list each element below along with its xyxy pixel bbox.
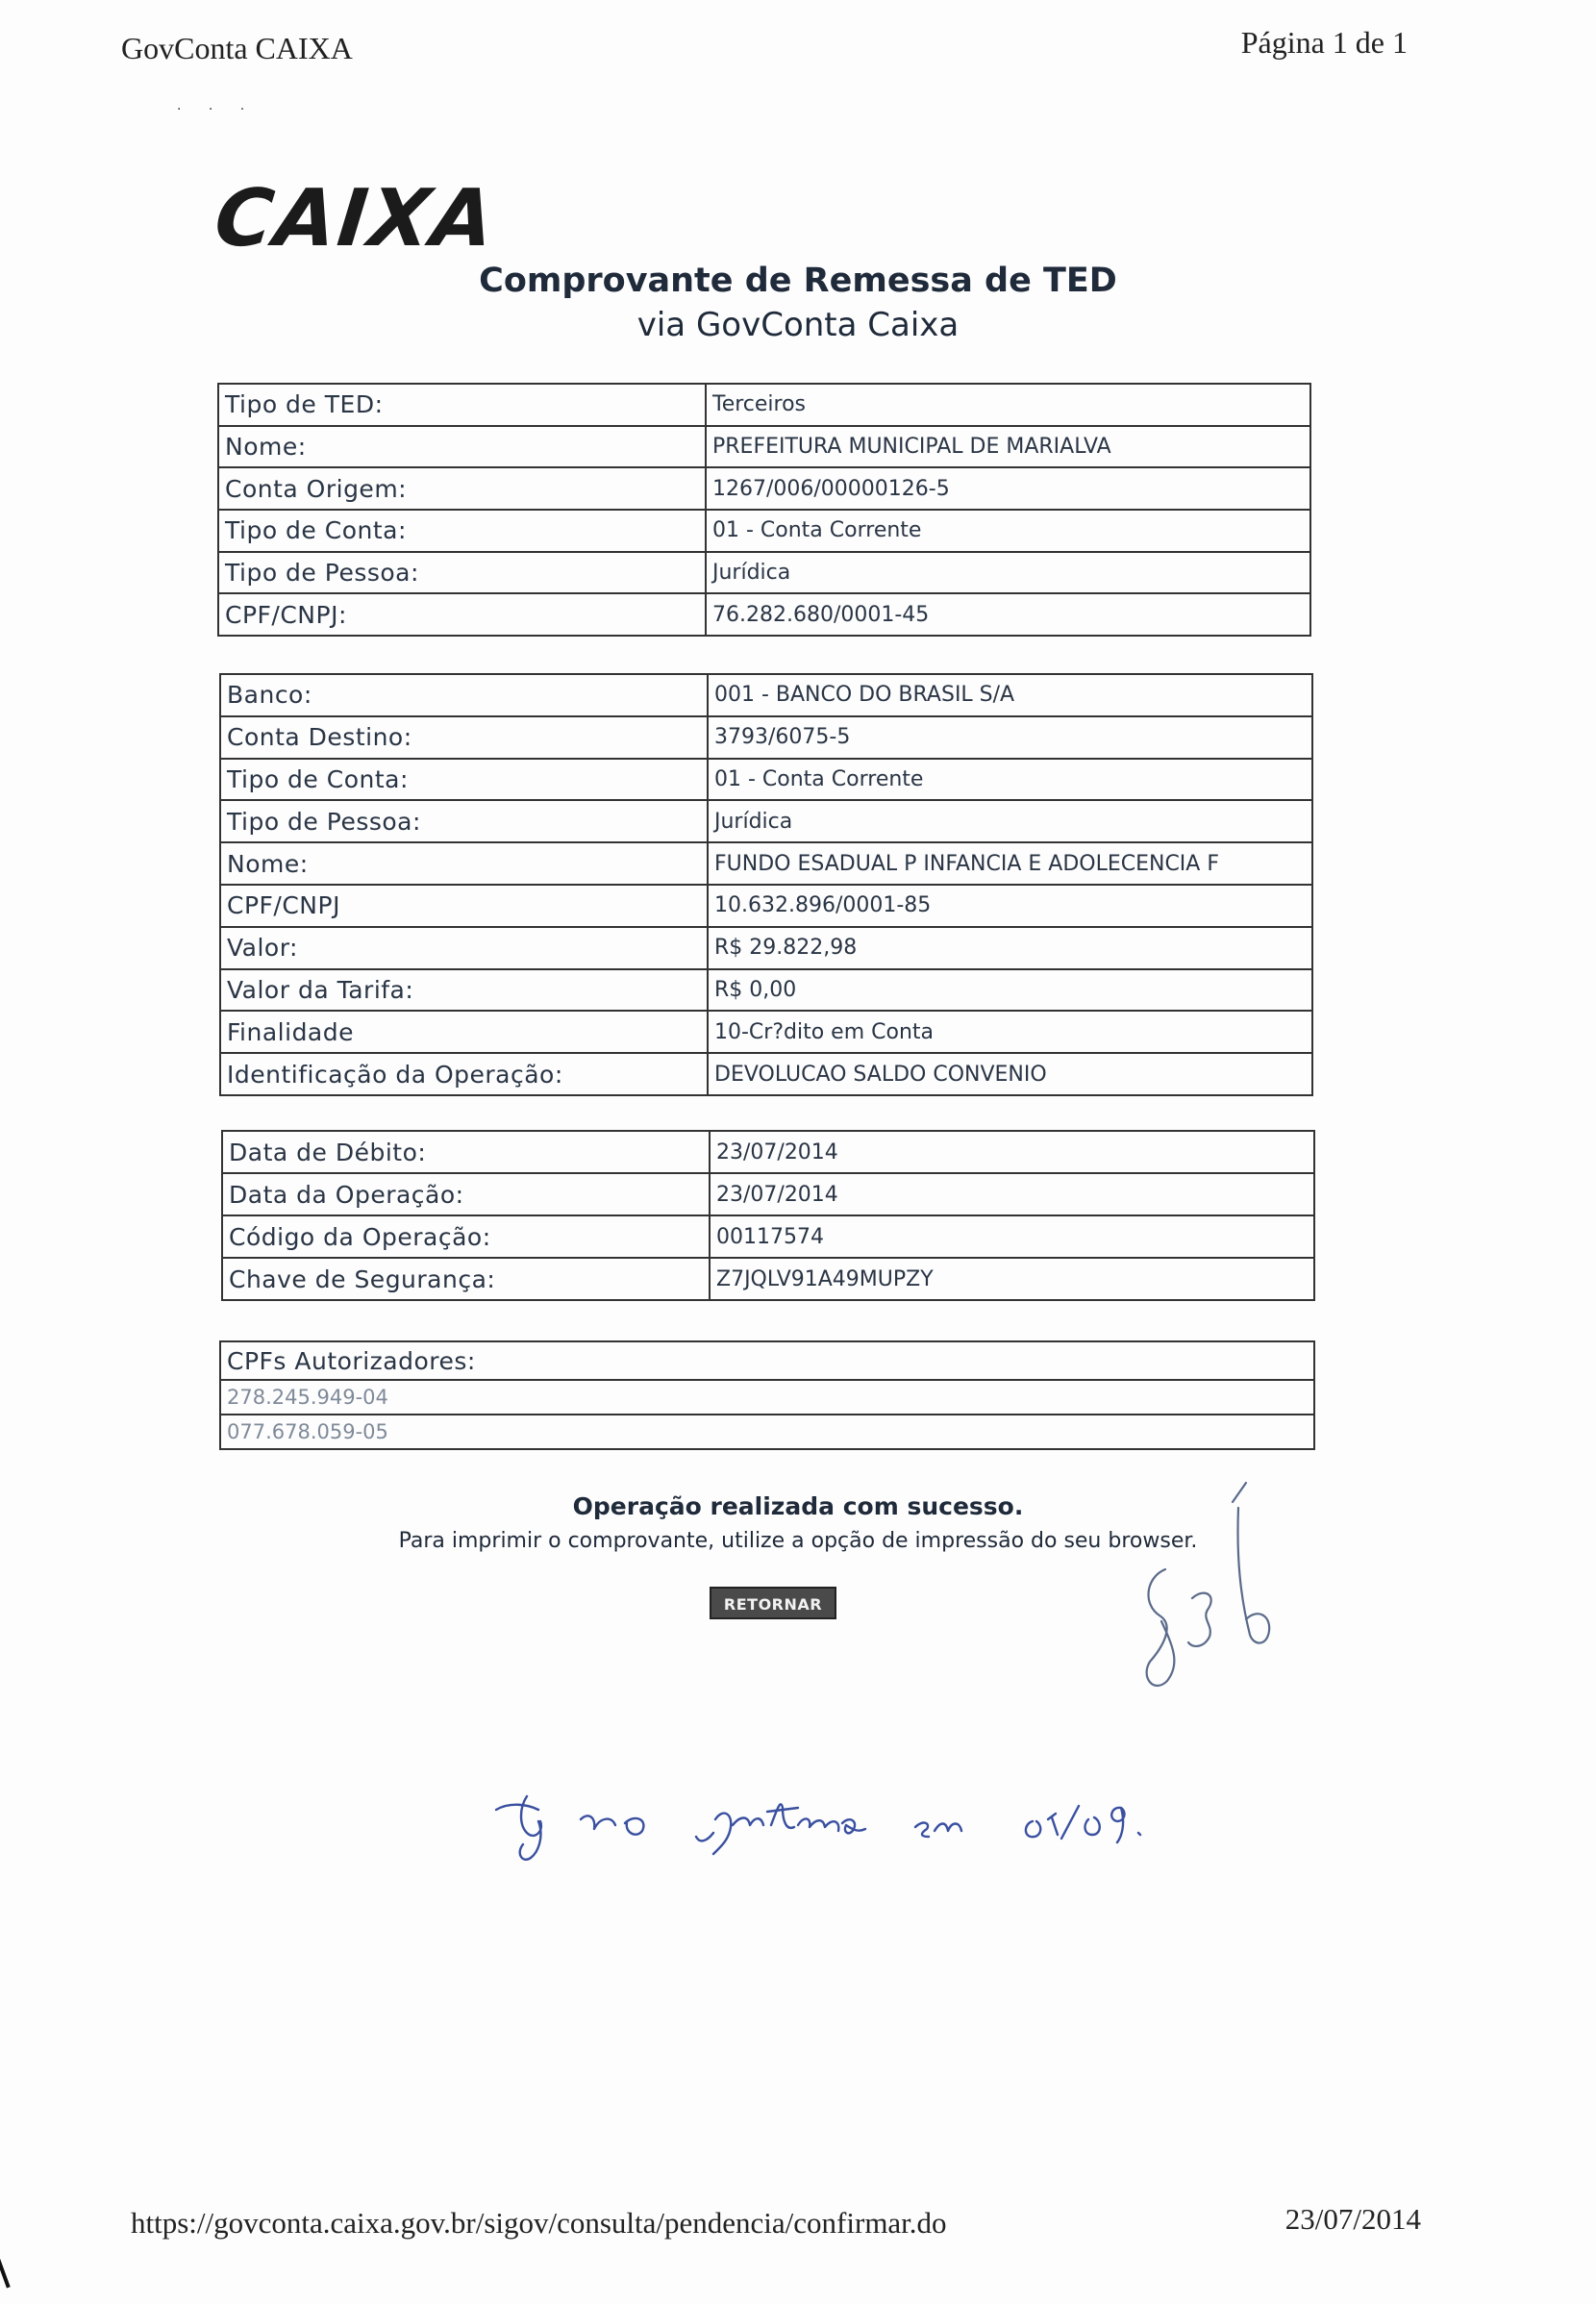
field-label: Conta Destino: <box>220 716 708 759</box>
field-label: CPF/CNPJ: <box>218 593 706 636</box>
field-label: Identificação da Operação: <box>220 1053 708 1095</box>
field-value: FUNDO ESADUAL P INFANCIA E ADOLECENCIA F <box>708 842 1312 885</box>
scan-specks: · · · <box>177 102 257 117</box>
field-value: 01 - Conta Corrente <box>708 759 1312 801</box>
field-value: Z7JQLV91A49MUPZY <box>710 1258 1314 1300</box>
authorizer-cpf: 077.678.059-05 <box>220 1415 1314 1449</box>
field-value: Jurídica <box>706 552 1310 594</box>
field-label: Finalidade <box>220 1011 708 1053</box>
field-label: CPF/CNPJ <box>220 885 708 927</box>
field-value: 1267/006/00000126-5 <box>706 467 1310 510</box>
field-value: 3793/6075-5 <box>708 716 1312 759</box>
page-title: Comprovante de Remessa de TED <box>479 262 1117 300</box>
field-label: Código da Operação: <box>222 1215 710 1258</box>
field-label: Tipo de TED: <box>218 384 706 426</box>
field-value: 10.632.896/0001-85 <box>708 885 1312 927</box>
field-label: Data de Débito: <box>222 1131 710 1173</box>
print-header-title: GovConta CAIXA <box>121 31 353 65</box>
field-label: Valor da Tarifa: <box>220 969 708 1012</box>
field-label: Tipo de Pessoa: <box>218 552 706 594</box>
field-value: PREFEITURA MUNICIPAL DE MARIALVA <box>706 426 1310 468</box>
authorizers-label: CPFs Autorizadores: <box>220 1341 1314 1380</box>
field-label: Tipo de Conta: <box>218 510 706 552</box>
field-label: Conta Origem: <box>218 467 706 510</box>
field-label: Tipo de Conta: <box>220 759 708 801</box>
authorizer-cpf: 278.245.949-04 <box>220 1380 1314 1415</box>
field-value: 01 - Conta Corrente <box>706 510 1310 552</box>
field-value: R$ 0,00 <box>708 969 1312 1012</box>
caixa-logo: CAIXA <box>211 173 500 264</box>
print-footer-url: https://govconta.caixa.gov.br/sigov/consulta/pendencia/confirmar.do <box>131 2206 947 2240</box>
field-value: 23/07/2014 <box>710 1131 1314 1173</box>
field-label: Data da Operação: <box>222 1173 710 1215</box>
field-label: Banco: <box>220 674 708 716</box>
field-value: Terceiros <box>706 384 1310 426</box>
field-label: Chave de Segurança: <box>222 1258 710 1300</box>
print-instruction: Para imprimir o comprovante, utilize a opção de impressão do seu browser. <box>398 1529 1198 1553</box>
handwritten-note <box>496 1796 1140 1860</box>
field-value: DEVOLUCAO SALDO CONVENIO <box>708 1053 1312 1095</box>
handwritten-page-number <box>1147 1483 1270 1686</box>
return-button[interactable]: RETORNAR <box>710 1587 836 1619</box>
field-value: Jurídica <box>708 800 1312 842</box>
field-value: R$ 29.822,98 <box>708 927 1312 969</box>
field-label: Valor: <box>220 927 708 969</box>
field-value: 76.282.680/0001-45 <box>706 593 1310 636</box>
field-value: 00117574 <box>710 1215 1314 1258</box>
page-subtitle: via GovConta Caixa <box>636 306 960 344</box>
field-value: 001 - BANCO DO BRASIL S/A <box>708 674 1312 716</box>
field-value: 23/07/2014 <box>710 1173 1314 1215</box>
print-footer-date: 23/07/2014 <box>1284 2202 1421 2236</box>
print-header-page-count: Página 1 de 1 <box>1240 25 1408 60</box>
field-label: Nome: <box>220 842 708 885</box>
field-value: 10-Cr?dito em Conta <box>708 1011 1312 1053</box>
success-message: Operação realizada com sucesso. <box>572 1492 1024 1520</box>
field-label: Tipo de Pessoa: <box>220 800 708 842</box>
field-label: Nome: <box>218 426 706 468</box>
